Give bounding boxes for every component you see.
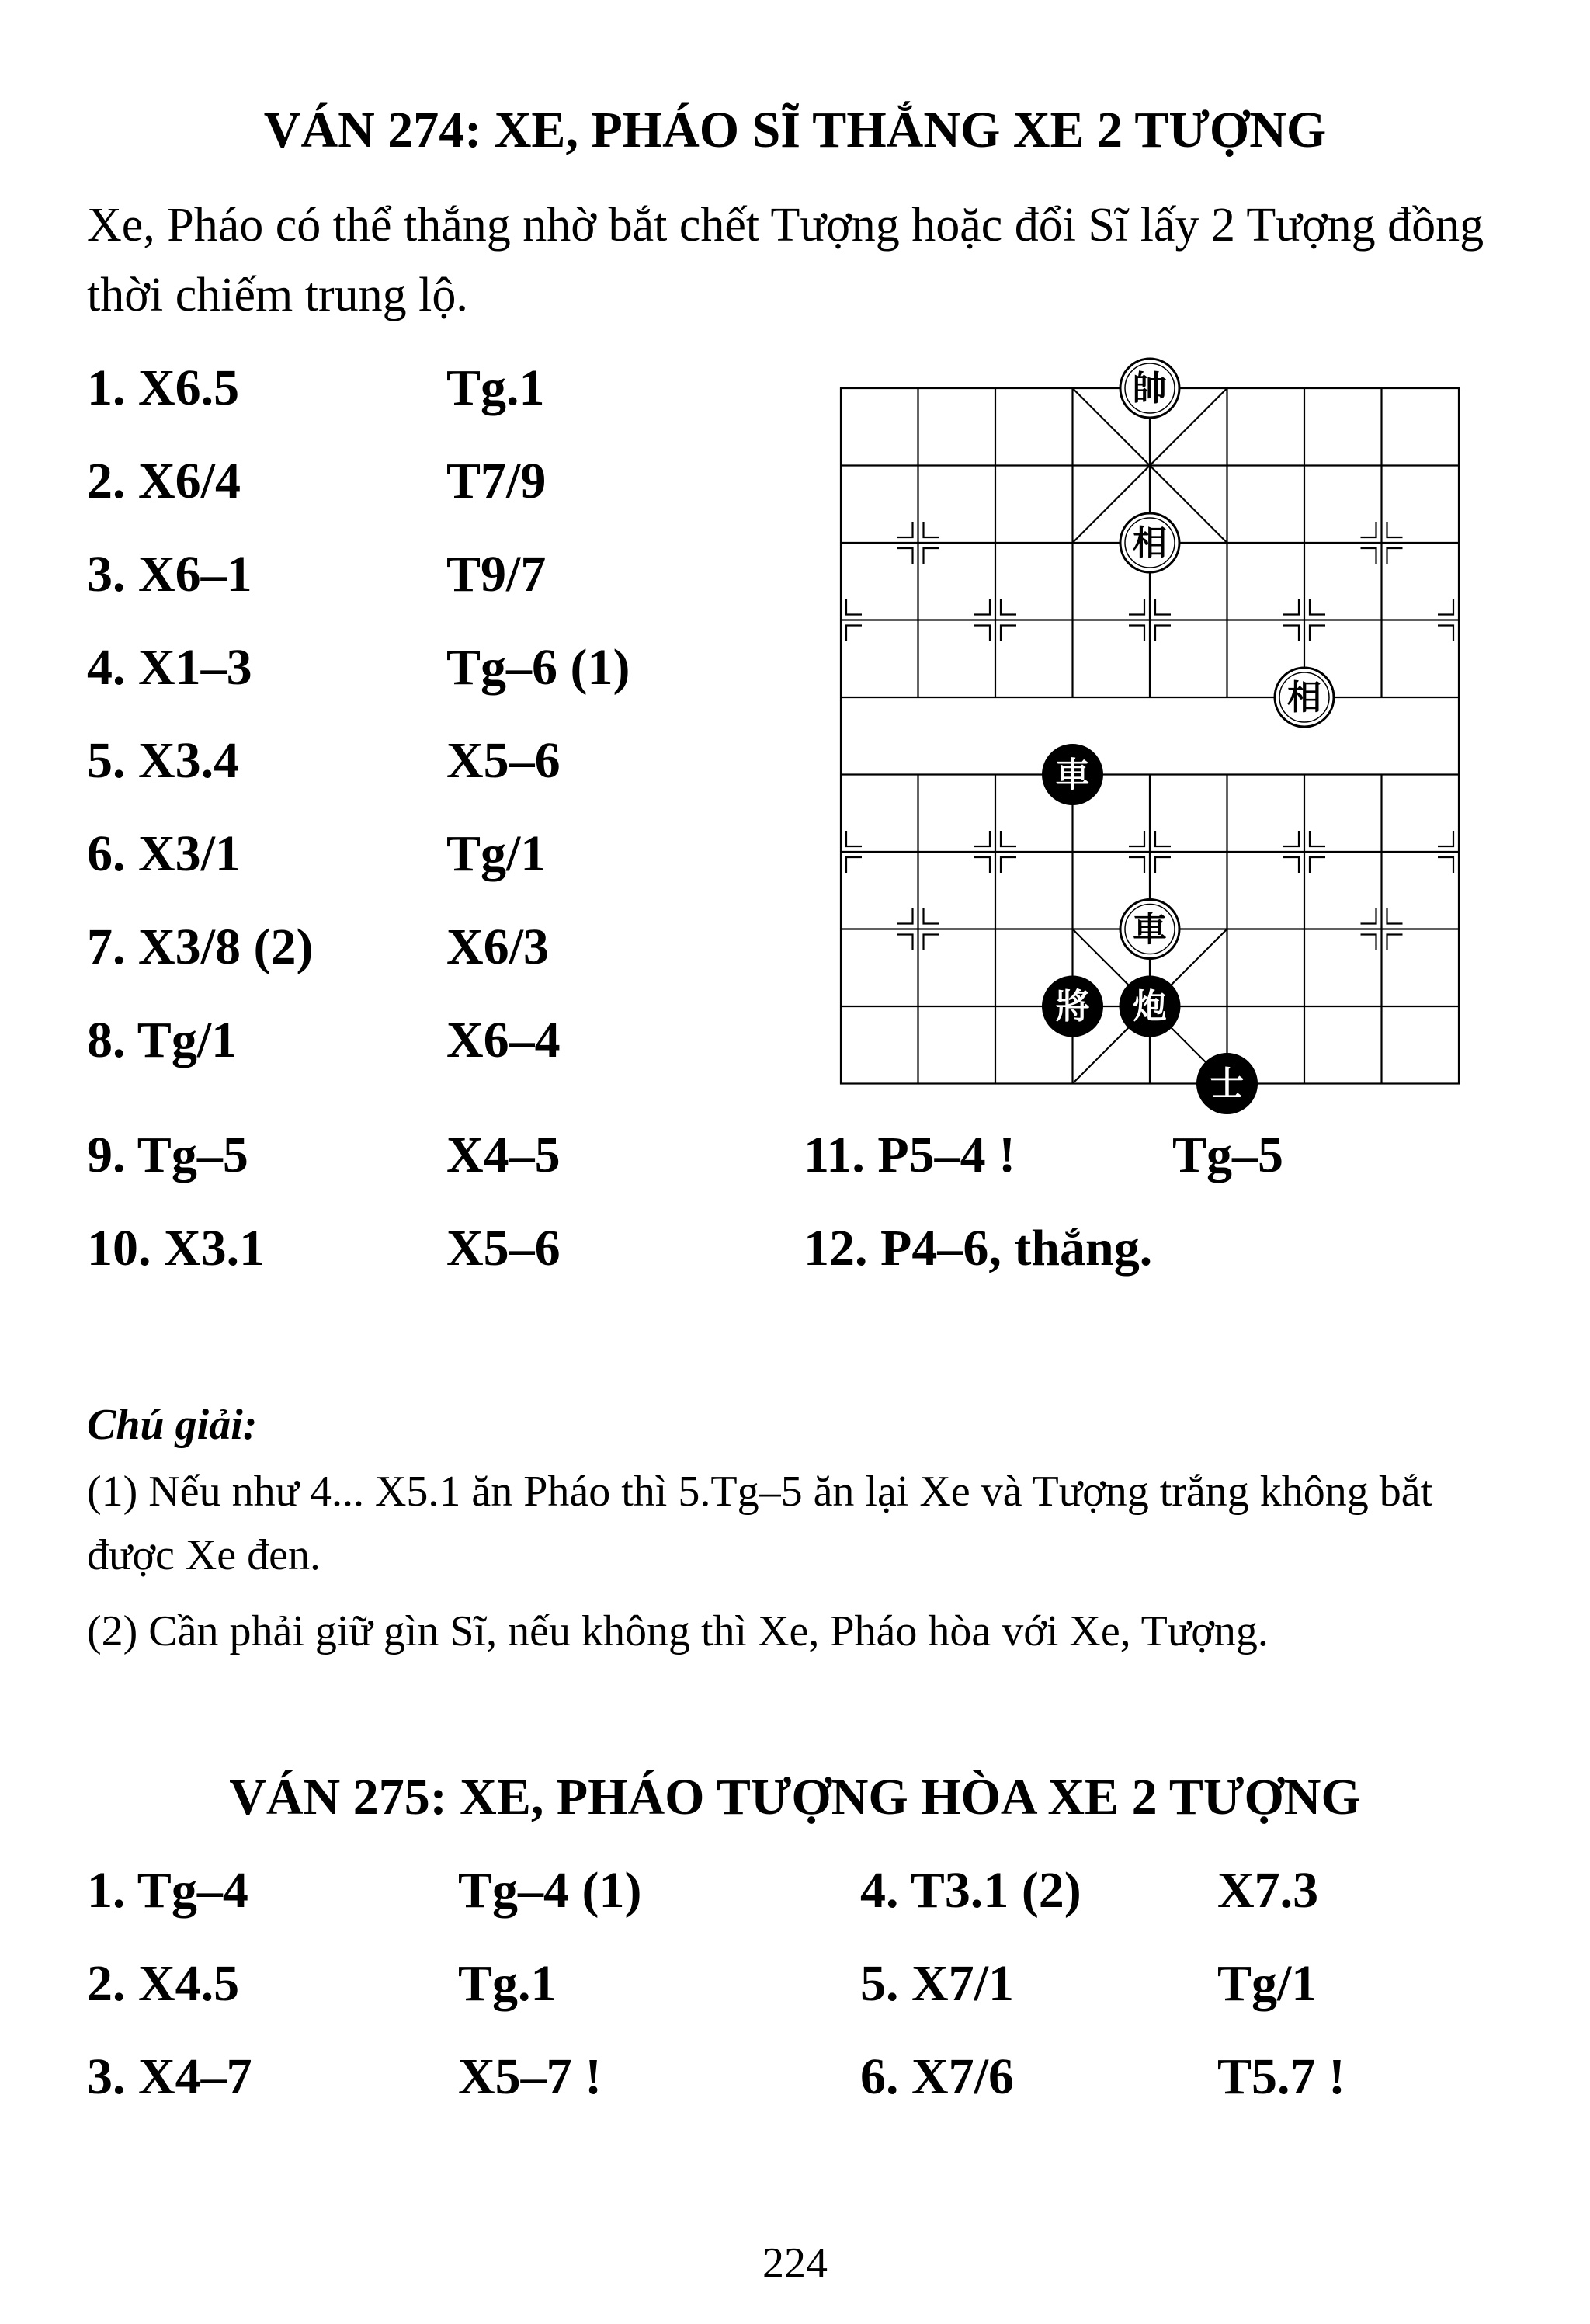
move-black-9: X4–5 xyxy=(446,1127,561,1183)
position-marker xyxy=(1310,599,1325,615)
position-marker xyxy=(924,548,939,564)
piece-label: 車 xyxy=(1055,755,1090,795)
position-marker xyxy=(1129,857,1144,873)
g275-move-black-2: Tg.1 xyxy=(458,1955,557,2012)
position-marker xyxy=(924,522,939,537)
piece-label: 士 xyxy=(1210,1064,1245,1104)
position-marker xyxy=(1283,857,1299,873)
position-marker xyxy=(1310,857,1325,873)
position-marker xyxy=(1129,831,1144,846)
position-marker xyxy=(1129,626,1144,641)
position-marker xyxy=(1361,548,1376,564)
position-marker xyxy=(1438,626,1453,641)
position-marker xyxy=(1438,599,1453,615)
game274-intro: Xe, Pháo có thể thắng nhờ bắt chết Tượng hoặc đổi Sĩ lấy 2 Tượng đồng thời chiếm trung lộ. xyxy=(87,199,1484,321)
move-black-6: Tg/1 xyxy=(446,825,547,882)
position-marker xyxy=(1001,626,1016,641)
move-white-1: 1. X6.5 xyxy=(87,360,240,416)
piece-label: 將 xyxy=(1055,987,1090,1027)
move-black-10: X5–6 xyxy=(446,1220,561,1277)
move-white-5: 5. X3.4 xyxy=(87,732,240,789)
position-marker xyxy=(1310,831,1325,846)
position-marker xyxy=(1001,831,1016,846)
position-marker xyxy=(897,935,913,950)
move-white-3: 3. X6–1 xyxy=(87,546,252,603)
game275-title: VÁN 275: XE, PHÁO TƯỢNG HÒA XE 2 TƯỢNG xyxy=(229,1769,1361,1826)
move-black-11: Tg–5 xyxy=(1172,1127,1284,1183)
position-marker xyxy=(1387,908,1403,924)
move-white-11: 11. P5–4 ! xyxy=(804,1127,1016,1183)
page-number: 224 xyxy=(762,2239,828,2288)
position-marker xyxy=(1283,599,1299,615)
position-marker xyxy=(846,857,862,873)
move-black-4: Tg–6 (1) xyxy=(446,639,630,696)
move-white-4: 4. X1–3 xyxy=(87,639,252,696)
move-white-8: 8. Tg/1 xyxy=(87,1012,238,1068)
move-black-2: T7/9 xyxy=(446,453,547,509)
position-marker xyxy=(1001,857,1016,873)
position-marker xyxy=(974,857,990,873)
piece-label: 相 xyxy=(1133,523,1167,563)
position-marker xyxy=(1155,831,1171,846)
position-marker xyxy=(1283,831,1299,846)
piece-label: 車 xyxy=(1133,909,1167,950)
g275-move-black-3: X5–7 ! xyxy=(458,2048,602,2105)
xiangqi-board-diagram xyxy=(815,357,1483,1118)
move-white-6: 6. X3/1 xyxy=(87,825,241,882)
note-2: (2) Cần phải giữ gìn Sĩ, nếu không thì Xe, Pháo hòa với Xe, Tượng. xyxy=(87,1607,1269,1655)
piece-label: 帥 xyxy=(1133,369,1167,408)
position-marker xyxy=(897,908,913,924)
move-white-2: 2. X6/4 xyxy=(87,453,241,509)
position-marker xyxy=(846,626,862,641)
move-black-8: X6–4 xyxy=(446,1012,561,1068)
move-black-1: Tg.1 xyxy=(446,360,545,416)
position-marker xyxy=(1155,599,1171,615)
position-marker xyxy=(974,626,990,641)
position-marker xyxy=(846,599,862,615)
note-1: (1) Nếu như 4... X5.1 ăn Pháo thì 5.Tg–5 ăn lại Xe và Tượng trắng không bắt được Xe đen. xyxy=(87,1468,1433,1579)
position-marker xyxy=(1361,908,1376,924)
position-marker xyxy=(1438,831,1453,846)
position-marker xyxy=(897,522,913,537)
position-marker xyxy=(1387,548,1403,564)
notes-title: Chú giải: xyxy=(87,1401,258,1449)
piece-label: 炮 xyxy=(1133,987,1167,1027)
position-marker xyxy=(974,599,990,615)
position-marker xyxy=(1387,935,1403,950)
g275-move-white-2: 2. X4.5 xyxy=(87,1955,240,2012)
g275-move-black-5: Tg/1 xyxy=(1217,1955,1317,2012)
g275-move-black-6: T5.7 ! xyxy=(1217,2048,1345,2105)
position-marker xyxy=(924,935,939,950)
position-marker xyxy=(974,831,990,846)
position-marker xyxy=(1438,857,1453,873)
game274-title: VÁN 274: XE, PHÁO SĨ THẮNG XE 2 TƯỢNG xyxy=(263,102,1327,158)
move-white-12: 12. P4–6, thắng. xyxy=(804,1220,1153,1277)
g275-move-white-5: 5. X7/1 xyxy=(860,1955,1014,2012)
position-marker xyxy=(1129,599,1144,615)
g275-move-white-3: 3. X4–7 xyxy=(87,2048,252,2105)
position-marker xyxy=(1310,626,1325,641)
position-marker xyxy=(1155,626,1171,641)
move-black-5: X5–6 xyxy=(446,732,561,789)
g275-move-white-6: 6. X7/6 xyxy=(860,2048,1014,2105)
move-white-7: 7. X3/8 (2) xyxy=(87,919,314,975)
g275-move-white-4: 4. T3.1 (2) xyxy=(860,1862,1081,1919)
piece-label: 相 xyxy=(1287,678,1321,717)
position-marker xyxy=(924,908,939,924)
move-white-10: 10. X3.1 xyxy=(87,1220,266,1277)
position-marker xyxy=(897,548,913,564)
position-marker xyxy=(846,831,862,846)
position-marker xyxy=(1001,599,1016,615)
position-marker xyxy=(1361,522,1376,537)
position-marker xyxy=(1155,857,1171,873)
position-marker xyxy=(1283,626,1299,641)
g275-move-black-1: Tg–4 (1) xyxy=(458,1862,642,1919)
g275-move-black-4: X7.3 xyxy=(1217,1862,1319,1919)
g275-move-white-1: 1. Tg–4 xyxy=(87,1862,248,1919)
position-marker xyxy=(1361,935,1376,950)
move-black-7: X6/3 xyxy=(446,919,549,975)
position-marker xyxy=(1387,522,1403,537)
move-black-3: T9/7 xyxy=(446,546,547,603)
move-white-9: 9. Tg–5 xyxy=(87,1127,248,1183)
